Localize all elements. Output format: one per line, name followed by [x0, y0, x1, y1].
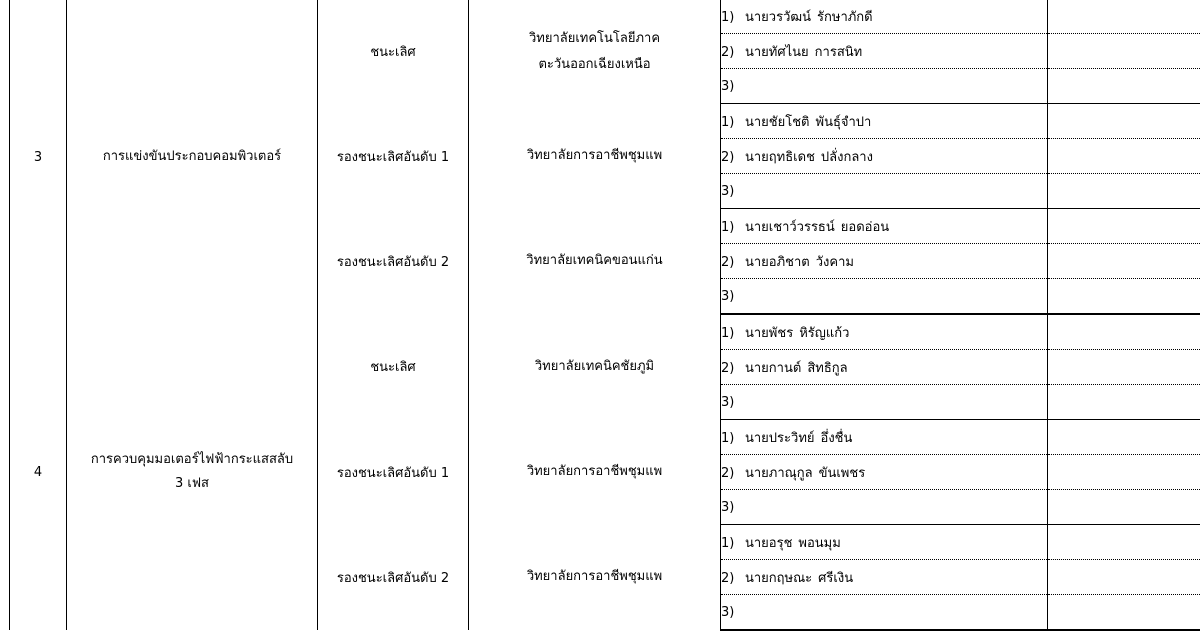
member-index: 3) — [721, 394, 735, 410]
member-index: 2) — [721, 44, 735, 60]
signature-cell — [1048, 455, 1200, 490]
member-index: 2) — [721, 570, 735, 586]
college-name — [469, 314, 721, 420]
member-index: 3) — [721, 604, 735, 620]
member-index: 1) — [721, 325, 735, 341]
member-name-cell — [721, 525, 1048, 560]
signature-cell — [1048, 209, 1200, 244]
member-name-cell — [721, 34, 1048, 69]
signature-cell — [1048, 104, 1200, 139]
member-last-name: ปลั่งกลาง — [820, 149, 873, 165]
table-row — [10, 0, 1200, 34]
member-name-cell — [721, 69, 1048, 104]
competition-number: 4 — [10, 314, 67, 630]
award-level: รองชนะเลิศอันดับ 1 — [318, 420, 469, 525]
signature-cell — [1048, 525, 1200, 560]
signature-cell — [1048, 385, 1200, 420]
member-first-name: นายประวิทย์ — [745, 430, 815, 446]
college-name — [469, 525, 721, 631]
results-table — [9, 0, 1200, 631]
member-first-name: นายอรุช — [745, 535, 793, 551]
member-last-name: พันธุ์จำปา — [815, 114, 872, 130]
competition-name-line: 3 เฟส — [175, 476, 209, 491]
member-last-name: อึ่งชื่น — [820, 430, 853, 446]
member-index: 1) — [721, 535, 735, 551]
signature-cell — [1048, 139, 1200, 174]
member-index: 3) — [721, 499, 735, 515]
member-name-cell — [721, 350, 1048, 385]
college-name — [469, 420, 721, 525]
signature-cell — [1048, 174, 1200, 209]
signature-cell — [1048, 279, 1200, 315]
results-table-body — [10, 0, 1200, 630]
award-level: ชนะเลิศ — [318, 0, 469, 104]
signature-cell — [1048, 595, 1200, 631]
member-last-name: รักษาภักดี — [817, 10, 873, 25]
member-name-cell — [721, 139, 1048, 174]
award-level: ชนะเลิศ — [318, 314, 469, 420]
signature-cell — [1048, 69, 1200, 104]
member-name-cell — [721, 314, 1048, 350]
member-index: 3) — [721, 288, 735, 304]
member-last-name: หิรัญแก้ว — [799, 325, 850, 341]
table-row — [10, 314, 1200, 350]
college-name-line: วิทยาลัยเทคโนโลยีภาค — [528, 30, 661, 46]
signature-cell — [1048, 244, 1200, 279]
competition-name-line: การแข่งขันประกอบคอมพิวเตอร์ — [102, 149, 282, 164]
member-name-cell — [721, 385, 1048, 420]
member-name-cell — [721, 420, 1048, 455]
member-first-name: นายพัชร — [745, 325, 794, 341]
member-name-cell — [721, 0, 1048, 34]
member-index: 1) — [721, 430, 735, 446]
member-first-name: นายอภิชาต — [745, 254, 810, 270]
competition-name-line: การควบคุมมอเตอร์ไฟฟ้ากระแสสลับ — [90, 452, 294, 467]
signature-cell — [1048, 350, 1200, 385]
member-last-name: การสนิท — [814, 44, 863, 60]
member-last-name: ขันเพชร — [818, 465, 866, 481]
member-last-name: วังคาม — [815, 254, 854, 270]
member-index: 3) — [721, 183, 735, 199]
signature-cell — [1048, 0, 1200, 34]
competition-name — [67, 314, 318, 630]
member-name-cell — [721, 595, 1048, 631]
college-name — [469, 209, 721, 315]
member-name-cell — [721, 560, 1048, 595]
college-name — [469, 0, 721, 104]
member-index: 2) — [721, 254, 735, 270]
competition-name — [67, 0, 318, 314]
college-name-line: ตะวันออกเฉียงเหนือ — [538, 56, 651, 72]
member-last-name: พอนมุม — [798, 535, 841, 551]
member-name-cell — [721, 279, 1048, 315]
member-name-cell — [721, 244, 1048, 279]
college-name-line: วิทยาลัยการอาชีพชุมแพ — [526, 569, 663, 585]
member-index: 1) — [721, 219, 735, 235]
member-name-cell — [721, 174, 1048, 209]
member-index: 2) — [721, 149, 735, 165]
member-index: 1) — [721, 10, 735, 25]
signature-cell — [1048, 490, 1200, 525]
college-name — [469, 104, 721, 209]
member-index: 3) — [721, 78, 735, 94]
award-level: รองชนะเลิศอันดับ 2 — [318, 525, 469, 631]
signature-cell — [1048, 314, 1200, 350]
member-name-cell — [721, 455, 1048, 490]
signature-cell — [1048, 420, 1200, 455]
member-index: 2) — [721, 360, 735, 376]
college-name-line: วิทยาลัยเทคนิคชัยภูมิ — [534, 358, 655, 374]
member-name-cell — [721, 490, 1048, 525]
member-last-name: ยอดอ่อน — [840, 219, 890, 235]
member-first-name: นายวรวัฒน์ — [745, 10, 812, 25]
member-first-name: นายกานต์ — [745, 360, 802, 376]
member-name-cell — [721, 209, 1048, 244]
college-name-line: วิทยาลัยเทคนิคขอนแก่น — [526, 253, 663, 269]
member-index: 2) — [721, 465, 735, 481]
college-name-line: วิทยาลัยการอาชีพชุมแพ — [526, 148, 663, 163]
member-first-name: นายทัศไนย — [745, 44, 809, 60]
member-name-cell — [721, 104, 1048, 139]
signature-cell — [1048, 560, 1200, 595]
member-index: 1) — [721, 114, 735, 130]
college-name-line: วิทยาลัยการอาชีพชุมแพ — [526, 464, 663, 479]
member-first-name: นายฤทธิเดช — [745, 149, 815, 165]
award-level: รองชนะเลิศอันดับ 1 — [318, 104, 469, 209]
award-level: รองชนะเลิศอันดับ 2 — [318, 209, 469, 315]
member-last-name: สิทธิกูล — [807, 360, 848, 376]
competition-number: 3 — [10, 0, 67, 314]
member-first-name: นายกฤษณะ — [745, 570, 813, 586]
member-first-name: นายชัยโชติ — [745, 114, 810, 130]
member-first-name: นายเชาว์วรรธน์ — [745, 219, 835, 235]
member-first-name: นายภาณุกูล — [745, 465, 813, 481]
member-last-name: ศรีเงิน — [818, 570, 854, 586]
signature-cell — [1048, 34, 1200, 69]
